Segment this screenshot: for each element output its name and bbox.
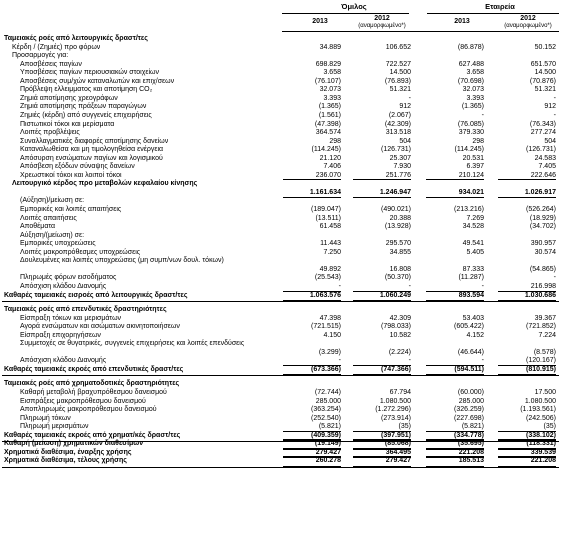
row-label: Λειτουργικό κέρδος προ μεταβολών κεφαλαίου κίνησης <box>12 180 198 188</box>
group-2012-value: - <box>408 282 411 290</box>
group-2012-header: 2012 <box>374 15 390 22</box>
group-2012-value: (126.731) <box>381 146 411 154</box>
company-2012-value: - <box>553 111 556 119</box>
row-label: Ζημιά αποτίμησης πράξεων παραγώγων <box>20 103 147 111</box>
total-rule <box>353 456 411 457</box>
group-2012-value: 295.570 <box>385 240 411 248</box>
statement-row <box>0 138 567 147</box>
company-2013-value: 893.594 <box>458 291 484 299</box>
row-label: Ζημιά αποτίμησης χρεογράφων <box>20 94 118 102</box>
group-2013-value: 4.150 <box>323 331 341 339</box>
group-2012-value: (747.366) <box>381 365 411 373</box>
group-2013-value: (13.511) <box>315 214 341 222</box>
company-2012-value: (70.876) <box>529 77 556 85</box>
company-2013-value: 3.393 <box>466 94 484 102</box>
company-2013-value: (213.216) <box>454 206 484 213</box>
row-separator <box>2 467 559 468</box>
company-2013-value: 934.021 <box>458 188 484 196</box>
group-2012-value: (2.067) <box>388 111 411 119</box>
row-label: Καθαρές ταμειακές εισροές από λειτουργικές δραστ/τες <box>4 291 188 299</box>
row-label: Λοιπές προβλέψεις <box>20 129 80 137</box>
company-2012-value: 221.208 <box>530 457 556 465</box>
company-2012-value: 1.026.917 <box>524 188 556 196</box>
group-2013-value: 3.393 <box>323 94 341 102</box>
company-2013-value: (334.778) <box>454 431 484 439</box>
total-rule <box>498 448 556 449</box>
row-label: Απόσβεση εξόδων σύναψης δανείων <box>20 163 135 171</box>
group-2012-value: (85.068) <box>384 440 411 448</box>
total-rule <box>353 365 411 366</box>
statement-row <box>0 232 567 241</box>
group-2012-value: 1.246.947 <box>379 188 411 196</box>
row-label: Ταμειακές ροές από λειτουργικές δραστ/τες <box>4 35 148 42</box>
group-2013-value: 260.278 <box>315 457 341 465</box>
company-2012-value: 17.500 <box>534 389 556 396</box>
group-2013-value: 7.406 <box>323 163 341 171</box>
row-label: Πληρωμές φόρων εισοδήματος <box>20 274 117 282</box>
statement-row <box>0 197 567 206</box>
statement-row <box>0 129 567 138</box>
row-label: Καθαρές ταμειακές εκροές από επενδυτικές δραστ/τες <box>4 365 184 373</box>
statement-row <box>0 406 567 415</box>
statement-row <box>0 323 567 332</box>
group-2012-value: (13.928) <box>384 223 411 231</box>
total-rule <box>283 448 341 449</box>
company-2013-value: 210.124 <box>458 171 484 179</box>
company-2013-value: 627.488 <box>458 60 484 68</box>
statement-row <box>0 61 567 70</box>
group-2013-value: (252.540) <box>311 414 341 422</box>
group-2013-value: 298 <box>329 137 341 145</box>
company-2013-value: (70.698) <box>457 77 484 85</box>
row-label: Λοιπές απαιτήσεις <box>20 214 77 222</box>
company-2013-value: - <box>481 357 484 365</box>
group-2013-value: (1.365) <box>318 103 341 111</box>
row-label: Καθαρή (μείωση) χρηματικών διαθεσίμων <box>4 440 144 448</box>
company-2013-value: (227.698) <box>454 414 484 422</box>
group-header-rule <box>282 13 409 14</box>
company-2013-value: - <box>481 282 484 290</box>
group-2013-value: 61.458 <box>319 223 341 231</box>
statement-row <box>0 44 567 53</box>
company-2012-value: (242.506) <box>526 414 556 422</box>
row-label: Είσπραξη τόκων και μερισμάτων <box>20 314 122 322</box>
group-2013-value: (5.821) <box>318 423 341 431</box>
company-2013-value: 298 <box>472 137 484 145</box>
total-rule <box>353 431 411 432</box>
statement-row <box>0 215 567 224</box>
company-2012-value: (1.193.561) <box>520 406 556 414</box>
row-label: Συναλλαγματικές διαφορές αποτίμησης δανείων <box>20 137 169 145</box>
company-2013-value: (35.695) <box>457 440 484 448</box>
group-2012-value: 279.427 <box>385 457 411 465</box>
statement-row <box>0 240 567 249</box>
group-2012-value: 364.495 <box>385 448 411 456</box>
company-2012-value: (338.102) <box>526 431 556 439</box>
statement-row <box>0 112 567 121</box>
company-2013-value: (11.287) <box>458 274 484 282</box>
row-label: (Αύξηση)/μείωση σε: <box>20 197 85 205</box>
statement-row <box>0 332 567 341</box>
statement-row <box>0 274 567 283</box>
company-2013-value: (5.821) <box>461 423 484 431</box>
group-2013-value: (114.245) <box>311 146 341 154</box>
row-label: Καθαρή μεταβολή βραχυπρόθεσμου δανεισμού <box>20 389 167 396</box>
group-2012-value: 67.794 <box>389 389 411 396</box>
total-rule <box>426 365 484 366</box>
group-2012-value: (50.370) <box>384 274 411 282</box>
company-2013-value: 5.405 <box>466 248 484 256</box>
total-rule <box>498 179 556 180</box>
company-2012-value: 7.405 <box>538 163 556 171</box>
statement-row <box>0 121 567 130</box>
row-label: Εισπράξεις μακροπρόθεσμου δανεισμού <box>20 397 146 405</box>
statement-row <box>0 389 567 398</box>
statement-row <box>0 249 567 258</box>
total-rule <box>498 365 556 366</box>
company-2012-value: 339.539 <box>530 448 556 456</box>
company-2012-value: 504 <box>544 137 556 145</box>
group-2013-value: 285.000 <box>315 397 341 405</box>
group-2012-value: (1.272.296) <box>375 406 411 414</box>
company-2012-value: 277.274 <box>530 129 556 137</box>
company-2012-value: 14.500 <box>534 69 556 77</box>
row-label: Αγορά ενσώματων και ασώματων ακινητοποιήσεων <box>20 323 180 331</box>
group-2013-value: (19.149) <box>314 440 341 448</box>
row-separator <box>2 301 559 302</box>
total-rule <box>283 456 341 457</box>
total-rule <box>283 439 341 440</box>
group-2013-value: - <box>338 282 341 290</box>
group-2013-value: 49.892 <box>319 265 341 273</box>
company-2013-value: 49.541 <box>462 240 484 248</box>
company-2013-value: - <box>481 111 484 119</box>
company-2013-value: 3.658 <box>466 69 484 77</box>
total-rule <box>498 456 556 457</box>
total-rule <box>426 448 484 449</box>
group-2012-value: 42.309 <box>389 314 411 322</box>
row-label: Καταναλωθείσα και μη τιμολογηθείσα ενέργεια <box>20 146 164 154</box>
total-row <box>0 457 567 466</box>
total-row <box>0 292 567 301</box>
row-label: Πρόβλεψη ελλειμματος και αποτίμηση CO₂ <box>20 86 153 94</box>
row-label: Κέρδη / (Ζημιές) προ φόρων <box>12 43 101 51</box>
section-heading <box>0 306 567 315</box>
company-2012-value: - <box>553 274 556 282</box>
company-2012-value: 222.646 <box>530 171 556 179</box>
row-separator <box>2 375 559 376</box>
row-label: Καθαρές ταμειακές εκροές από χρηματ/κές δραστ/τες <box>4 431 181 439</box>
total-rule <box>498 431 556 432</box>
group-2012-value: (490.021) <box>381 206 411 213</box>
group-2013-value: 698.829 <box>315 60 341 68</box>
company-2012-value: (526.264) <box>526 206 556 213</box>
company-2013-value: (86.878) <box>457 43 484 51</box>
total-rule <box>283 431 341 432</box>
total-rule <box>283 291 341 292</box>
group-2012-value: 504 <box>399 137 411 145</box>
total-rule <box>353 179 411 180</box>
company-2013-value: (594.511) <box>454 365 484 373</box>
group-2012-value: - <box>408 94 411 102</box>
company-2012-value: 24.583 <box>534 154 556 162</box>
row-label: Χρηματικά διαθέσιμα, τέλους χρήσης <box>4 457 127 465</box>
statement-row <box>0 103 567 112</box>
header-bottom-rule <box>282 31 559 32</box>
group-2012-value: - <box>408 357 411 365</box>
group-2012-value: 16.808 <box>389 265 411 273</box>
company-2012-value: 7.224 <box>538 331 556 339</box>
section-heading <box>0 35 567 44</box>
company-2012-value: 39.367 <box>534 314 556 322</box>
group-2012-value: (2.224) <box>388 348 411 356</box>
statement-row <box>0 78 567 87</box>
company-2012-value: (126.731) <box>526 146 556 154</box>
row-label: Αύξηση/(μείωση) σε: <box>20 231 85 239</box>
company-2013-value: 32.073 <box>462 86 484 94</box>
company-2012-value: (54.865) <box>529 265 556 273</box>
statement-row <box>0 146 567 155</box>
company-2012-header: 2012 <box>520 15 536 22</box>
statement-row <box>0 315 567 324</box>
statement-row <box>0 86 567 95</box>
group-2012-value: 1.060.249 <box>379 291 411 299</box>
company-2012-value: (18.929) <box>529 214 556 222</box>
group-2013-value: (409.359) <box>311 431 341 439</box>
row-label: Συμμετοχές σε θυγατρικές, συγγενείς επιχειρήσεις και λοιπές επενδύσεις <box>20 340 245 348</box>
company-header: Εταιρεία <box>485 2 515 11</box>
group-2013-value: 21.120 <box>319 154 341 162</box>
company-2013-value: 6.397 <box>466 163 484 171</box>
company-2013-value: 379.330 <box>458 129 484 137</box>
row-label: Πιστωτικοί τόκοι και μερίσματα <box>20 120 115 128</box>
company-2012-value: 30.574 <box>534 248 556 256</box>
group-2013-value: (76.107) <box>314 77 341 85</box>
total-rule <box>426 456 484 457</box>
group-2012-value: 1.080.500 <box>379 397 411 405</box>
group-2012-value: 51.321 <box>389 86 411 94</box>
company-restated-note: (αναμορφωμένο*) <box>504 23 552 29</box>
statement-row <box>0 52 567 61</box>
company-2013-value: (114.245) <box>454 146 484 154</box>
statement-row <box>0 415 567 424</box>
company-2013-value: 7.269 <box>466 214 484 222</box>
company-2012-value: (721.852) <box>526 323 556 331</box>
company-2012-value: 651.570 <box>530 60 556 68</box>
total-rule <box>498 439 556 440</box>
total-row <box>0 366 567 375</box>
statement-row <box>0 206 567 215</box>
group-2012-value: (798.033) <box>381 323 411 331</box>
group-2013-value: (25.543) <box>314 274 341 282</box>
group-2013-value: 1.063.576 <box>309 291 341 299</box>
company-2012-value: (810.915) <box>526 365 556 373</box>
statement-row <box>0 398 567 407</box>
group-header: Όμιλος <box>341 2 367 11</box>
total-row <box>0 180 567 197</box>
company-2012-value: (8.578) <box>533 348 556 356</box>
company-header-rule <box>427 13 559 14</box>
row-label: Δουλευμένες και λοιπές υποχρεώσεις (μη συμπ/νων δουλ. τόκων) <box>20 257 224 265</box>
row-label: Χρηματικά διαθέσιμα, έναρξης χρήσης <box>4 448 132 456</box>
company-2012-value: 912 <box>544 103 556 111</box>
group-2012-value: 106.652 <box>385 43 411 51</box>
company-2012-value: 1.030.686 <box>524 291 556 299</box>
group-2013-value: (721.515) <box>311 323 341 331</box>
row-label: Απόσχιση κλάδου Διανομής <box>20 282 107 290</box>
total-rule <box>283 365 341 366</box>
group-2012-value: 912 <box>399 103 411 111</box>
row-label: Ταμειακές ροές από επενδυτικές δραστηριότητες <box>4 306 167 314</box>
group-2012-value: 251.776 <box>385 171 411 179</box>
group-2013-value: 279.427 <box>315 448 341 456</box>
company-2013-value: (76.085) <box>457 120 484 128</box>
company-2013-value: (326.259) <box>454 406 484 414</box>
group-2012-value: 313.518 <box>385 129 411 137</box>
group-2012-value: (273.914) <box>381 414 411 422</box>
row-label: Απόσυρση ενσώματων παγίων και λογισμικού <box>20 154 163 162</box>
statement-row <box>0 257 567 274</box>
group-2013-value: (673.366) <box>311 365 341 373</box>
company-2013-value: 34.528 <box>462 223 484 231</box>
group-2013-value: 34.889 <box>319 43 341 51</box>
total-rule <box>283 179 341 180</box>
company-2012-value: 50.152 <box>534 43 556 51</box>
company-2012-value: (34.702) <box>529 223 556 231</box>
group-2012-value: 7.930 <box>393 163 411 171</box>
company-2013-value: 185.513 <box>458 457 484 465</box>
company-2013-value: (1.365) <box>461 103 484 111</box>
company-2012-value: (118.331) <box>526 440 556 448</box>
total-rule <box>353 439 411 440</box>
group-2013-value: (3.299) <box>318 348 341 356</box>
row-label: Αποπληρωμές μακροπρόθεσμου δανεισμού <box>20 406 157 414</box>
group-2012-value: 10.582 <box>389 331 411 339</box>
statement-row <box>0 69 567 78</box>
company-2013-header: 2013 <box>454 18 470 25</box>
company-2012-value: 1.080.500 <box>524 397 556 405</box>
company-2013-value: 221.208 <box>458 448 484 456</box>
group-2012-value: 722.527 <box>385 60 411 68</box>
group-2013-value: (47.398) <box>314 120 341 128</box>
company-2013-value: (605.422) <box>454 323 484 331</box>
row-label: Είσπραξη επιχορηγήσεων <box>20 331 101 339</box>
group-2013-value: (72.744) <box>314 389 341 396</box>
total-rule <box>426 439 484 440</box>
total-rule <box>498 291 556 292</box>
company-2012-value: 216.998 <box>530 282 556 290</box>
row-label: Εμπορικές και λοιπές απαιτήσεις <box>20 206 122 213</box>
group-2012-value: 20.388 <box>389 214 411 222</box>
group-restated-note: (αναμορφωμένο*) <box>358 23 406 29</box>
section-heading <box>0 380 567 389</box>
group-2012-value: (76.893) <box>384 77 411 85</box>
row-label: Λοιπές μακροπρόθεσμες υποχρεώσεις <box>20 248 141 256</box>
group-2012-value: 34.855 <box>389 248 411 256</box>
company-2012-value: (120.167) <box>526 357 556 365</box>
company-2012-value: (76.343) <box>529 120 556 128</box>
total-rule <box>353 291 411 292</box>
group-2013-value: 364.574 <box>315 129 341 137</box>
statement-row <box>0 155 567 164</box>
row-label: Πληρωμή τόκων <box>20 414 71 422</box>
company-2013-value: 53.403 <box>462 314 484 322</box>
row-label: Ζημιές (κέρδη) από συγγενείς επιχειρήσεις <box>20 111 152 119</box>
group-2012-value: (42.309) <box>384 120 411 128</box>
group-2013-value: (363.254) <box>311 406 341 414</box>
group-2013-value: (1.561) <box>318 111 341 119</box>
company-2013-value: 87.333 <box>462 265 484 273</box>
group-2012-value: (397.951) <box>381 431 411 439</box>
group-2013-value: 11.443 <box>320 240 341 248</box>
group-2013-value: 32.073 <box>319 86 341 94</box>
statement-row <box>0 163 567 172</box>
group-2013-value: - <box>338 357 341 365</box>
statement-row <box>0 223 567 232</box>
group-2013-value: 1.161.634 <box>309 188 341 196</box>
row-label: Αποσβέσεις παγίων <box>20 60 82 68</box>
group-2013-value: 7.250 <box>323 248 341 256</box>
company-2013-value: 4.152 <box>466 331 484 339</box>
group-2013-value: 236.070 <box>315 171 341 179</box>
company-2012-value: (35) <box>543 423 556 431</box>
row-label: Αποθέματα <box>20 223 56 231</box>
row-label: Απόσχιση κλάδου Διανομής <box>20 357 107 365</box>
total-rule <box>426 431 484 432</box>
row-label: Αποσβέσεις συμ/χών καταναλωτών και επιχ/σεων <box>20 77 175 85</box>
group-2013-header: 2013 <box>312 18 328 25</box>
row-label: Χρεωστικοί τόκοι και λοιποί τόκοι <box>20 171 122 179</box>
company-2012-value: 51.321 <box>534 86 556 94</box>
group-2013-value: 3.658 <box>323 69 341 77</box>
company-2013-value: 285.000 <box>458 397 484 405</box>
row-label: Εμπορικές υποχρεώσεις <box>20 240 96 248</box>
company-2012-value: - <box>553 94 556 102</box>
group-2013-value: 47.398 <box>319 314 341 322</box>
group-2012-value: 14.500 <box>389 69 411 77</box>
row-label: Υποσβέσεις παγίων περιουσιακών στοιχείων <box>20 69 160 77</box>
company-2012-value: 390.957 <box>530 240 556 248</box>
statement-row <box>0 340 567 357</box>
row-label: Προσαρμογές για: <box>12 52 69 60</box>
total-rule <box>353 448 411 449</box>
group-2013-value: (189.047) <box>311 206 341 213</box>
company-2013-value: (60.000) <box>457 389 484 396</box>
company-2013-value: (46.644) <box>457 348 484 356</box>
total-rule <box>426 291 484 292</box>
company-2013-value: 20.531 <box>462 154 484 162</box>
group-2012-value: 25.307 <box>389 154 411 162</box>
group-2012-value: (35) <box>398 423 411 431</box>
row-label: Πληρωμή μερισμάτων <box>20 423 89 431</box>
total-rule <box>426 179 484 180</box>
row-label: Ταμειακές ροές από χρηματοδοτικές δραστηριότητες <box>4 380 180 388</box>
